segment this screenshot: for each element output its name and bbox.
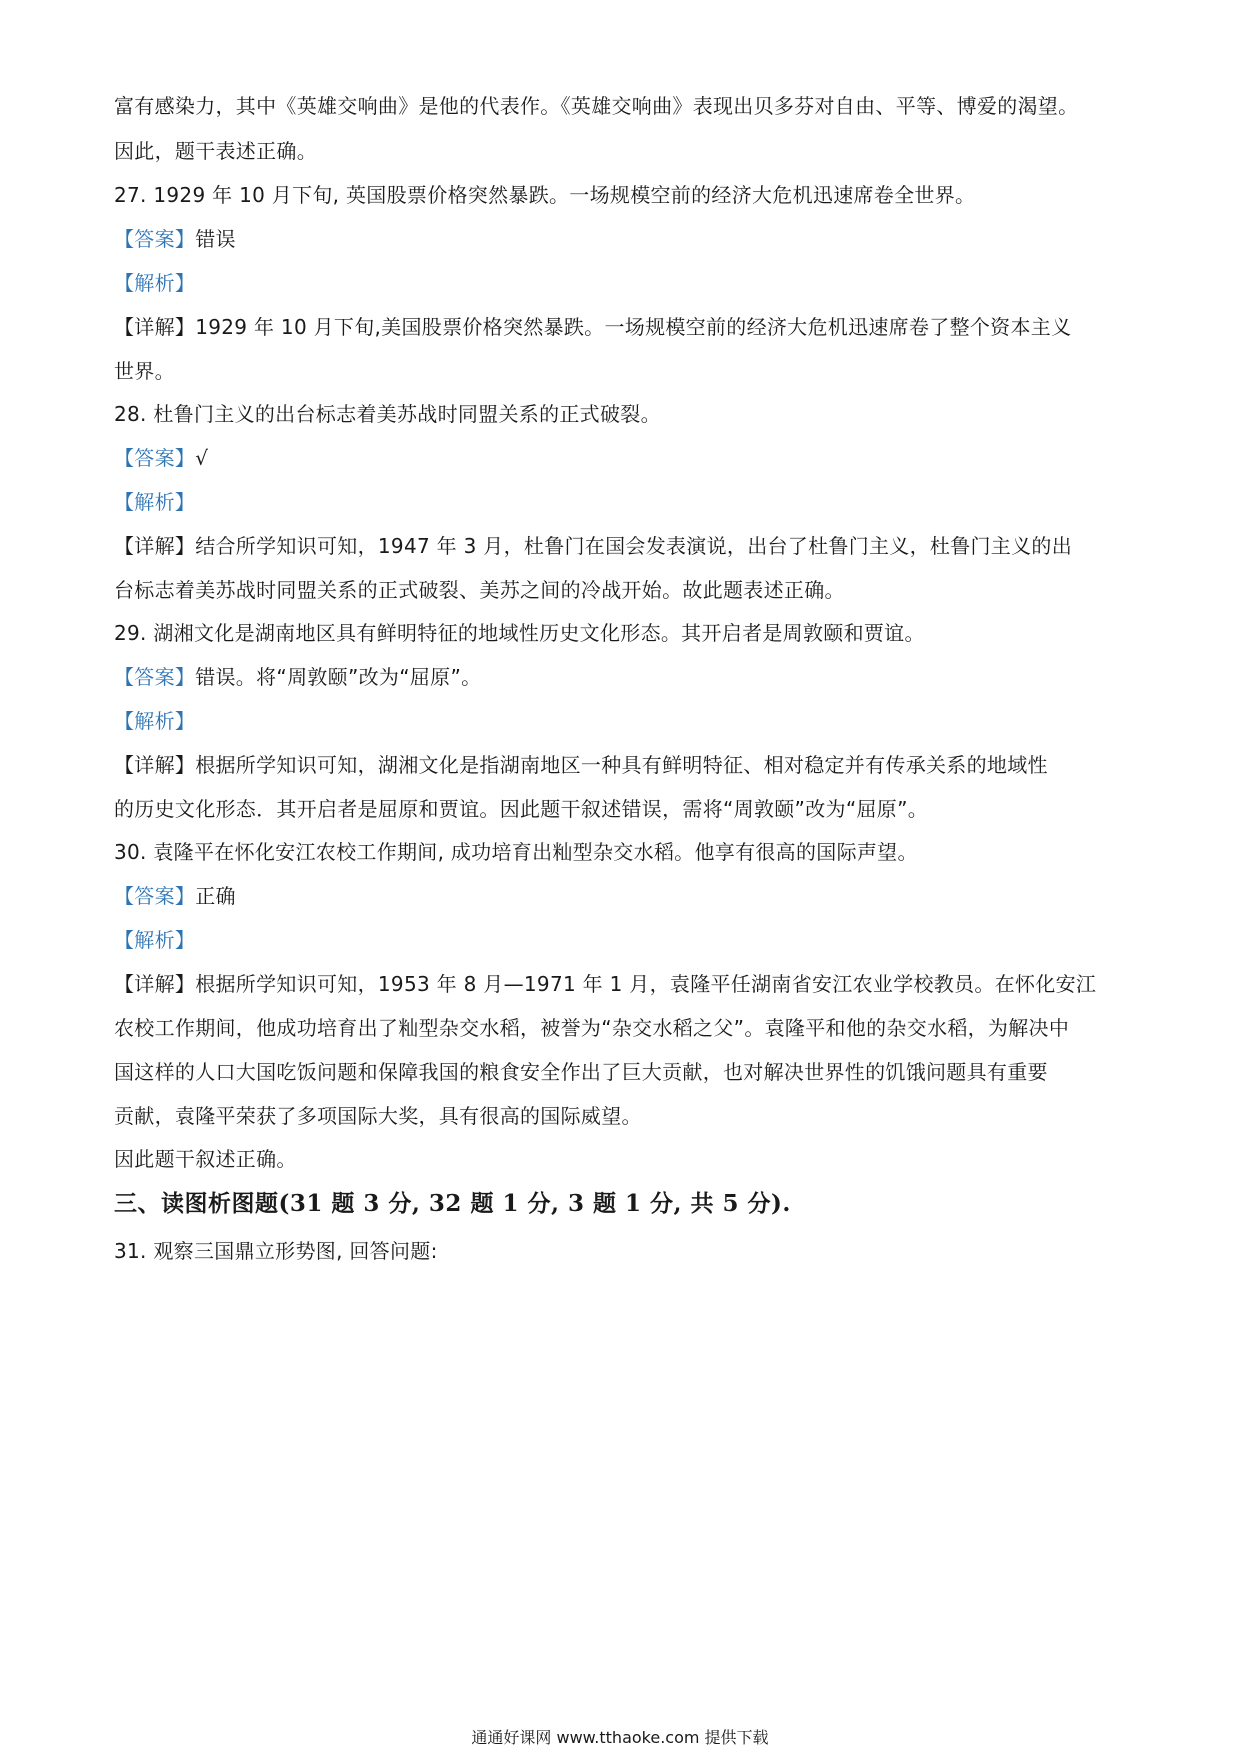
answer-29 — [114, 663, 1134, 691]
text-line: 富有感染力，其中《英雄交响曲》是他的代表作。《英雄交响曲》表现出贝多芬对自由、平等、博爱的渴望。 — [114, 94, 1079, 118]
detail-text: 结合所学知识可知，1947 年 3 月，杜鲁门在国会发表演说，出台了杜鲁门主义，杜鲁门主义的出 — [195, 534, 1072, 558]
answer-label: 【答案】 — [114, 446, 196, 470]
answer-30 — [114, 882, 1134, 910]
detail-text: 根据所学知识可知，1953 年 8 月—1971 年 1 月，袁隆平任湖南省安江农业学校教员。在怀化安江 — [195, 972, 1097, 996]
section-heading: 三、读图析图题(31 题 3 分, 32 题 1 分, 3 题 1 分, 共 5 分). — [114, 1190, 791, 1217]
analysis-label: 【解析】 — [114, 709, 196, 733]
detail-label: 【详解】 — [114, 315, 196, 339]
analysis-label: 【解析】 — [114, 271, 196, 295]
detail-label: 【详解】 — [114, 534, 196, 558]
answer-28 — [114, 444, 1134, 472]
analysis-28 — [114, 488, 1134, 516]
text-line: 贡献，袁隆平荣获了多项国际大奖，具有很高的国际威望。 — [114, 1104, 642, 1128]
detail-27 — [114, 313, 1134, 341]
text-line: 因此题干叙述正确。 — [114, 1147, 297, 1171]
text-line: 世界。 — [114, 359, 175, 383]
question-29: 29. 湖湘文化是湖南地区具有鲜明特征的地域性历史文化形态。其开启者是周敦颐和贾谊。 — [114, 621, 925, 645]
text-line: 的历史文化形态．其开启者是屈原和贾谊。因此题干叙述错误，需将“周敦颐”改为“屈原”。 — [114, 797, 929, 821]
question-30: 30. 袁隆平在怀化安江农校工作期间, 成功培育出籼型杂交水稻。他享有很高的国际声望。 — [114, 840, 918, 864]
detail-label: 【详解】 — [114, 753, 196, 777]
analysis-27 — [114, 269, 1134, 297]
answer-label: 【答案】 — [114, 884, 196, 908]
detail-30 — [114, 970, 1134, 998]
answer-label: 【答案】 — [114, 227, 196, 251]
text-line: 农校工作期间，他成功培育出了籼型杂交水稻，被誉为“杂交水稻之父”。袁隆平和他的杂交水稻，为解决中 — [114, 1016, 1070, 1040]
analysis-label: 【解析】 — [114, 928, 196, 952]
page-footer: 通通好课网 www.tthaoke.com 提供下载 — [471, 1728, 769, 1747]
answer-text: √ — [195, 446, 209, 470]
detail-28 — [114, 532, 1134, 560]
text-line: 国这样的人口大国吃饭问题和保障我国的粮食安全作出了巨大贡献，也对解决世界性的饥饿问题具有重要 — [114, 1060, 1048, 1084]
answer-text: 错误 — [195, 227, 236, 251]
text-line: 台标志着美苏战时同盟关系的正式破裂、美苏之间的冷战开始。故此题表述正确。 — [114, 578, 845, 602]
analysis-label: 【解析】 — [114, 490, 196, 514]
answer-text: 正确 — [195, 884, 236, 908]
detail-text: 根据所学知识可知，湖湘文化是指湖南地区一种具有鲜明特征、相对稳定并有传承关系的地域性 — [195, 753, 1048, 777]
analysis-29 — [114, 707, 1134, 735]
detail-29 — [114, 751, 1134, 779]
question-28: 28. 杜鲁门主义的出台标志着美苏战时同盟关系的正式破裂。 — [114, 402, 661, 426]
question-27: 27. 1929 年 10 月下旬, 英国股票价格突然暴跌。一场规模空前的经济大危机迅速席卷全世界。 — [114, 183, 976, 207]
detail-text: 1929 年 10 月下旬,美国股票价格突然暴跌。一场规模空前的经济大危机迅速席卷了整个资本主义 — [195, 315, 1072, 339]
answer-label: 【答案】 — [114, 665, 196, 689]
analysis-30 — [114, 926, 1134, 954]
text-line: 因此，题干表述正确。 — [114, 139, 317, 163]
answer-text: 错误。将“周敦颐”改为“屈原”。 — [195, 665, 482, 689]
detail-label: 【详解】 — [114, 972, 196, 996]
question-31: 31. 观察三国鼎立形势图, 回答问题: — [114, 1239, 438, 1263]
answer-27 — [114, 225, 1134, 253]
